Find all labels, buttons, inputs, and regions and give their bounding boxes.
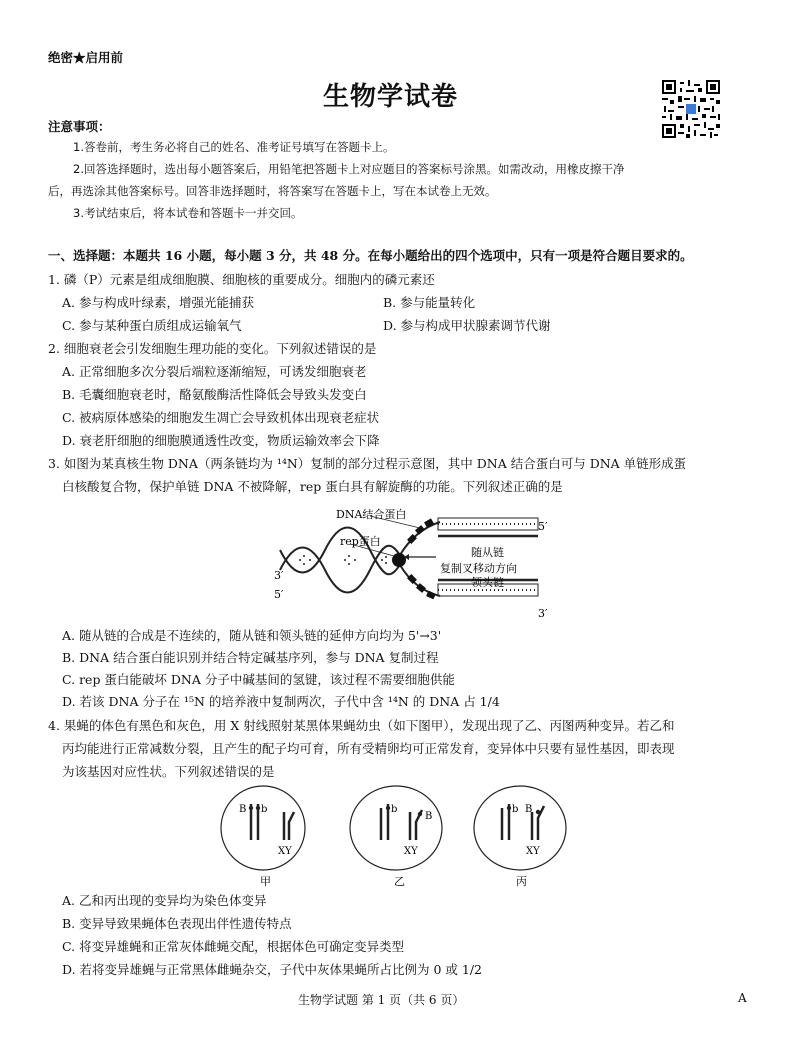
end-label-left-5: 5′ bbox=[274, 588, 284, 601]
q2-option-b: B. 毛囊细胞衰老时，酪氨酸酶活性降低会导致头发变白 bbox=[62, 387, 367, 402]
page-title: 生物学试卷 bbox=[323, 82, 459, 112]
jia-gene-b: b bbox=[261, 804, 268, 815]
q4-stem-3: 为该基因对应性状。下列叙述错误的是 bbox=[62, 764, 275, 779]
label-dna-binding-protein: DNA结合蛋白 bbox=[336, 508, 407, 521]
chromosome-figure bbox=[218, 782, 588, 890]
yi-gene-B: B bbox=[425, 811, 433, 822]
notice-item-3: 3.考试结束后，将本试卷和答题卡一并交回。 bbox=[73, 206, 303, 220]
label-lagging-strand: 随从链 bbox=[471, 546, 504, 559]
cell-yi bbox=[350, 786, 442, 888]
yi-xy-label: XY bbox=[404, 846, 418, 857]
end-label-top-right: 5′ bbox=[538, 520, 548, 533]
q3-stem-1: 3. 如图为某真核生物 DNA（两条链均为 ¹⁴N）复制的部分过程示意图，其中 DNA 结合蛋白可与 DNA 单链形成蛋 bbox=[48, 456, 687, 471]
bing-gene-B: B bbox=[525, 804, 533, 815]
q1-stem: 1. 磷（P）元素是组成细胞膜、细胞核的重要成分。细胞内的磷元素还 bbox=[48, 272, 435, 287]
dna-binding-protein-blocks bbox=[407, 518, 436, 599]
label-leading-strand: 领头链 bbox=[471, 576, 504, 589]
label-yi: 乙 bbox=[394, 875, 405, 888]
page-footer: 生物学试题 第 1 页（共 6 页） bbox=[298, 993, 465, 1007]
q1-option-a: A. 参与构成叶绿素，增强光能捕获 bbox=[62, 295, 254, 310]
q3-option-a: A. 随从链的合成是不连续的，随从链和领头链的延伸方向均为 5'→3' bbox=[62, 628, 442, 643]
q4-option-c: C. 将变异雄蝇和正常灰体雌蝇交配，根据体色可确定变异类型 bbox=[62, 939, 405, 954]
q4-option-a: A. 乙和丙出现的变异均为染色体变异 bbox=[62, 893, 267, 908]
version-label: A bbox=[738, 991, 747, 1005]
jia-xy-label: XY bbox=[278, 846, 292, 857]
q2-option-c: C. 被病原体感染的细胞发生凋亡会导致机体出现衰老症状 bbox=[62, 410, 380, 425]
q3-option-c: C. rep 蛋白能破坏 DNA 分子中碱基间的氢键，该过程不需要细胞供能 bbox=[62, 672, 455, 687]
yi-gene-b: b bbox=[391, 804, 398, 815]
q3-stem-2: 白核酸复合物，保护单链 DNA 不被降解，rep 蛋白具有解旋酶的功能。下列叙述正确的是 bbox=[62, 479, 563, 494]
q1-option-b: B. 参与能量转化 bbox=[383, 295, 476, 310]
q2-stem: 2. 细胞衰老会引发细胞生理功能的变化。下列叙述错误的是 bbox=[48, 341, 377, 356]
notice-item-2a: 2.回答选择题时，选出每小题答案后，用铅笔把答题卡上对应题目的答案标号涂黑。如需改动，用橡皮擦干净 bbox=[73, 162, 625, 176]
notice-heading: 注意事项： bbox=[48, 119, 111, 134]
label-jia: 甲 bbox=[260, 875, 271, 888]
bing-xy-label: XY bbox=[526, 846, 540, 857]
label-bing: 丙 bbox=[516, 875, 527, 888]
q1-option-d: D. 参与构成甲状腺素调节代谢 bbox=[383, 318, 551, 333]
q1-option-c: C. 参与某种蛋白质组成运输氧气 bbox=[62, 318, 242, 333]
q4-option-b: B. 变异导致果蝇体色表现出伴性遗传特点 bbox=[62, 916, 292, 931]
helix-strand-1 bbox=[280, 546, 402, 593]
q4-stem-1: 4. 果蝇的体色有黑色和灰色，用 X 射线照射某黑体果蝇幼虫（如下图甲），发现出现了乙、丙图两种变异。若乙和 bbox=[48, 718, 675, 733]
jia-gene-B: B bbox=[239, 804, 247, 815]
rep-protein-icon bbox=[392, 553, 406, 567]
bing-gene-b: b bbox=[512, 804, 519, 815]
label-rep-protein: rep蛋白 bbox=[340, 535, 381, 548]
end-label-bottom-right: 3′ bbox=[538, 607, 548, 620]
cell-bing bbox=[474, 786, 566, 888]
q2-option-a: A. 正常细胞多次分裂后端粒逐渐缩短，可诱发细胞衰老 bbox=[62, 364, 367, 379]
qr-code-icon bbox=[662, 80, 720, 138]
notice-item-2b: 后，再选涂其他答案标号。回答非选择题时，将答案写在答题卡上，写在本试卷上无效。 bbox=[48, 184, 497, 198]
end-label-left-3: 3′ bbox=[274, 569, 284, 582]
q4-option-d: D. 若将变异雄蝇与正常黑体雌蝇杂交，子代中灰体果蝇所占比例为 0 或 1/2 bbox=[62, 962, 483, 977]
dna-replication-figure bbox=[270, 500, 560, 622]
label-fork-direction: 复制叉移动方向 bbox=[440, 562, 517, 575]
notice-item-1: 1.答卷前，考生务必将自己的姓名、准考证号填写在答题卡上。 bbox=[73, 140, 395, 154]
q3-option-b: B. DNA 结合蛋白能识别并结合特定碱基序列，参与 DNA 复制过程 bbox=[62, 650, 439, 665]
cell-jia bbox=[221, 786, 305, 888]
q4-stem-2: 丙均能进行正常减数分裂，且产生的配子均可育，所有受精卵均可正常发育，变异体中只要有显性基因，即表现 bbox=[62, 741, 675, 756]
section-heading: 一、选择题：本题共 16 小题，每小题 3 分，共 48 分。在每小题给出的四个选项中，只有一项是符合题目要求的。 bbox=[48, 248, 693, 263]
fork-lower-curve bbox=[400, 565, 440, 596]
q3-option-d: D. 若该 DNA 分子在 ¹⁵N 的培养液中复制两次，子代中含 ¹⁴N 的 DNA 占 1/4 bbox=[62, 694, 500, 709]
q2-option-d: D. 衰老肝细胞的细胞膜通透性改变，物质运输效率会下降 bbox=[62, 433, 380, 448]
secret-label: 绝密★启用前 bbox=[48, 50, 124, 65]
